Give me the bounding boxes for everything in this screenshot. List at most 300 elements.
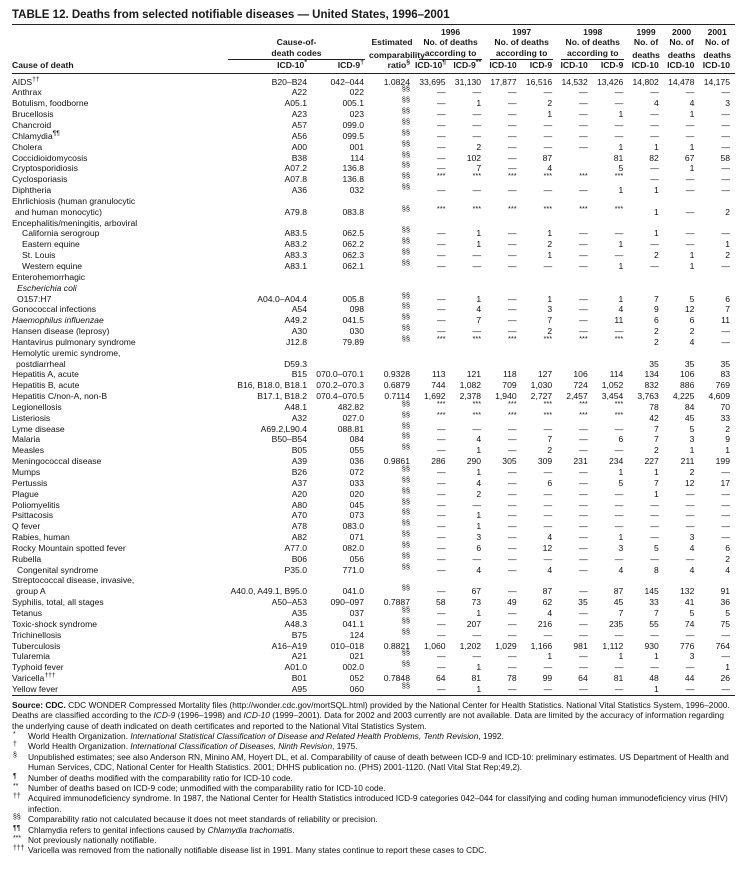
deaths-1997-icd10-cell <box>486 283 522 294</box>
deaths-1999-cell <box>628 283 664 294</box>
deaths-1999-cell: — <box>650 510 659 521</box>
deaths-1996-icd9-cell: 7 <box>476 315 482 326</box>
deaths-1998-icd10-cell: — <box>579 477 588 488</box>
deaths-1998-icd9-cell: 1 <box>618 141 624 152</box>
deaths-1997-icd10-cell <box>486 348 522 359</box>
icd9-1998-column-header: ICD-9 <box>593 60 629 73</box>
deaths-1999-cell: 2 <box>654 250 659 261</box>
deaths-1997-icd10-cell: — <box>508 521 517 532</box>
deaths-2001-cell: 6 <box>725 542 730 553</box>
icd9-code-cell: 114 <box>350 152 364 163</box>
cause-of-death-cell: Coccidioidomycosis <box>12 152 88 163</box>
deaths-1997-icd10-cell: 709 <box>502 380 517 391</box>
deaths-1997-icd9-cell: — <box>543 120 553 130</box>
table-row <box>12 261 735 272</box>
cause-of-death-cell: Chancroid <box>12 120 52 130</box>
icd10-code-cell: A83.3 <box>284 250 307 261</box>
table-row <box>12 673 735 684</box>
icd9-code-cell: 482.82 <box>337 401 364 412</box>
cause-of-death-cell: Plague <box>12 488 39 499</box>
cause-of-death-cell: Poliomyelitis <box>12 499 60 510</box>
deaths-1997-icd10-cell <box>486 575 522 586</box>
table-row <box>12 510 735 521</box>
deaths-2000-cell: 132 <box>680 586 695 597</box>
icd10-code-cell: A07.8 <box>284 174 307 185</box>
deaths-1996-icd9-cell: 67 <box>471 586 482 597</box>
deaths-2001-cell: — <box>721 336 730 347</box>
comparability-ratio-cell: §§ <box>401 518 410 528</box>
footnote-ref: ††† <box>44 672 56 680</box>
comparability-ratio-cell: §§ <box>401 258 410 268</box>
comparability-ratio-cell: §§ <box>401 127 410 137</box>
cause-of-death-cell: Enterohemorrhagic <box>12 271 86 282</box>
icd9-code-cell: 071 <box>349 532 364 543</box>
deaths-2001-cell: 33 <box>720 412 730 423</box>
cause-of-death-cell: Cholera <box>12 141 43 152</box>
icd9-code-cell: 090–097 <box>330 597 364 608</box>
deaths-1996-icd10-cell: — <box>436 683 446 694</box>
footnote-text: (1999–2001). Data for 2002 and 2003 currently are not available. Data are limited by the accuracy of information regarding the underlying cause of death indicated on death certificates and reported to the National Vital Statistics System. <box>12 710 724 731</box>
comparability-ratio-cell: 0.7114 <box>384 391 410 402</box>
deaths-1996-icd9-cell: 1,082 <box>459 380 482 391</box>
deaths-1996-icd10-cell: 744 <box>431 380 446 391</box>
deaths-2001-cell: 6 <box>725 293 730 304</box>
deaths-1996-icd10-cell: — <box>436 250 446 261</box>
footnote <box>12 783 735 793</box>
deaths-1997-icd10-cell: — <box>508 239 517 250</box>
deaths-2001-cell: 7 <box>725 304 730 315</box>
deaths-2001-cell: — <box>721 109 730 120</box>
deaths-1997-icd9-cell: — <box>543 260 553 271</box>
deaths-1999-cell: — <box>650 553 659 564</box>
deaths-1998-icd9-cell: *** <box>614 171 624 181</box>
deaths-1997-icd9-cell: 1 <box>547 228 553 239</box>
footnote-text: Unpublished estimates; see also Anderson RN, Minino AM, Hoyert DL, et al. Comparability of cause of death between ICD-9 and ICD-10: preliminary estimates. US Department of Health and Human Services, CDC, National Center for Health Statistics. 2001; DHHS publication no. (PHS) 2001-1120. (Natl Vital Stat Rep;49,2). <box>28 751 729 773</box>
icd9-code-cell: 010–018 <box>330 640 364 651</box>
table-row <box>12 294 735 305</box>
deaths-1999-cell: 1 <box>654 467 659 477</box>
footnote-marker: † <box>13 741 17 749</box>
notifiable-diseases-table <box>12 25 735 696</box>
cause-of-death-cell: Syphilis, total, all stages <box>12 597 104 608</box>
cause-of-death-cell: Gonococcal infections <box>12 304 97 315</box>
deaths-group-1997-line2: according to <box>486 48 557 60</box>
deaths-2000-cell: 5 <box>689 607 695 618</box>
comparability-ratio-cell: §§ <box>401 681 410 691</box>
deaths-1999-cell: 7 <box>654 423 659 434</box>
deaths-1996-icd10-cell: 1,692 <box>424 391 446 402</box>
deaths-1998-icd9-cell: — <box>614 228 624 239</box>
deaths-1997-icd9-cell: 1,030 <box>530 380 553 391</box>
deaths-1998-icd10-cell: — <box>579 586 588 597</box>
footnote-text: World Health Organization. <box>28 730 131 741</box>
table-row <box>12 467 735 478</box>
table-row <box>12 500 735 511</box>
deaths-1997-icd9-cell: 12 <box>542 542 553 553</box>
comparability-ratio-cell: 0.6879 <box>383 380 410 391</box>
deaths-1999-cell: 3,763 <box>637 391 659 402</box>
deaths-1999-line2: deaths <box>632 49 660 60</box>
deaths-1996-icd9-cell: 1 <box>476 683 482 694</box>
icd9-code-cell: 030 <box>349 326 364 337</box>
deaths-1998-icd9-cell: 87 <box>613 586 624 597</box>
deaths-1997-icd10-cell: — <box>508 532 517 543</box>
deaths-1998-icd10-cell <box>557 359 593 370</box>
cause-of-death-cell: Encephalitis/meningitis, arboviral <box>12 217 138 228</box>
deaths-1998-icd10-cell: *** <box>579 399 588 409</box>
table-row <box>12 380 735 391</box>
icd9-code-cell: 002.0 <box>342 662 364 673</box>
footnote-text: Varicella was removed from the nationally notifiable disease list in 1991. Many states continue to report these cases to CDC. <box>28 845 487 856</box>
icd10-code-cell: D59.3 <box>284 358 307 369</box>
deaths-1996-icd10-cell: — <box>436 618 446 629</box>
deaths-1997-icd10-cell: — <box>508 683 517 694</box>
deaths-2000-cell: 41 <box>684 597 695 608</box>
cause-of-death-cell: Botulism, foodborne <box>12 98 89 109</box>
deaths-2000-cell: — <box>685 239 695 250</box>
icd10-code-cell: A36 <box>291 185 307 196</box>
deaths-2000-cell: 6 <box>689 315 695 326</box>
deaths-1997-icd10-cell: — <box>508 553 517 564</box>
deaths-1997-icd10-cell: — <box>508 586 517 597</box>
footnote-text: ICD-10 <box>243 710 270 721</box>
deaths-1996-icd10-cell: — <box>436 152 446 163</box>
deaths-1996-icd9-cell: 4 <box>476 564 482 575</box>
deaths-2000-line1: No. of <box>669 37 694 48</box>
deaths-1998-icd10-cell: *** <box>579 334 588 344</box>
deaths-1996-icd9-cell: 4 <box>476 434 482 445</box>
deaths-2001-cell: — <box>721 510 730 521</box>
deaths-2001-cell: — <box>721 260 730 271</box>
deaths-2001-cell: 26 <box>720 673 730 684</box>
deaths-1996-icd10-cell: *** <box>436 334 446 344</box>
deaths-1997-icd9-cell: — <box>543 130 553 141</box>
deaths-1997-icd10-cell: 1,029 <box>495 640 517 651</box>
deaths-1996-icd10-cell: — <box>436 98 446 109</box>
deaths-1998-icd10-cell: — <box>579 510 588 521</box>
deaths-1998-icd10-cell: — <box>579 662 588 673</box>
deaths-1997-icd9-cell: — <box>543 683 553 694</box>
deaths-1999-cell: — <box>650 662 659 673</box>
icd10-code-cell: B50–B54 <box>271 434 307 445</box>
deaths-1999-cell: 14,802 <box>632 76 659 87</box>
cause-of-death-cell: Hepatitis A, acute <box>12 369 79 380</box>
deaths-1999-cell: 1 <box>654 228 659 239</box>
deaths-1997-icd10-cell: *** <box>508 203 517 213</box>
deaths-1998-icd9-cell: *** <box>614 409 624 419</box>
deaths-2000-cell: 12 <box>684 477 695 488</box>
table-header <box>12 25 735 73</box>
deaths-2000-cell: 2 <box>689 467 695 477</box>
deaths-1997-icd9-cell: 216 <box>537 618 553 629</box>
deaths-1997-icd10-cell: 17,877 <box>490 76 517 87</box>
table-row <box>12 304 735 315</box>
table-row <box>12 109 735 120</box>
deaths-1999-cell: 832 <box>644 380 659 391</box>
icd10-code-cell <box>224 575 312 586</box>
deaths-1999-cell: — <box>650 120 659 130</box>
comparability-ratio-cell: §§ <box>401 117 410 127</box>
deaths-2001-cell: 2 <box>725 553 730 564</box>
icd9-code-cell: 027.0 <box>342 412 364 423</box>
deaths-1997-icd9-cell: — <box>543 499 553 510</box>
header-blank <box>12 25 415 37</box>
deaths-2000-cell: 776 <box>680 640 695 651</box>
deaths-2001-cell: 35 <box>720 358 730 369</box>
table-row <box>12 489 735 500</box>
deaths-1999-cell: 227 <box>644 456 659 467</box>
deaths-1996-icd10-cell: — <box>436 304 446 315</box>
deaths-1996-icd10-cell: — <box>436 586 446 597</box>
deaths-1997-icd10-cell: — <box>508 607 517 618</box>
table-row <box>12 315 735 326</box>
cause-of-death-cell: Hepatitis C/non-A, non-B <box>12 391 108 402</box>
deaths-1998-icd10-cell: — <box>579 618 588 629</box>
deaths-group-1998-line1: No. of deaths <box>565 37 620 48</box>
deaths-1998-icd10-cell <box>557 575 593 586</box>
deaths-2001-cell: 83 <box>720 369 730 380</box>
deaths-2000-cell: — <box>685 553 695 564</box>
deaths-2000-cell <box>664 575 700 586</box>
deaths-1997-icd10-cell: — <box>508 510 517 521</box>
header-group-row-2 <box>12 48 735 60</box>
cause-of-death-cell: Yellow fever <box>12 683 59 694</box>
deaths-1996-icd10-cell: *** <box>436 409 446 419</box>
icd10-code-cell: A50–A53 <box>271 597 307 608</box>
cause-of-death-cell: Trichinellosis <box>12 629 62 640</box>
deaths-1998-icd9-cell: 235 <box>608 618 624 629</box>
table-row <box>12 131 735 142</box>
deaths-2001-cell: — <box>721 683 730 694</box>
icd10-1997-column-header: ICD-10 <box>486 60 522 73</box>
deaths-1997-icd10-cell: — <box>508 163 517 174</box>
deaths-1996-icd9-cell <box>451 359 487 370</box>
deaths-1997-icd10-cell: — <box>508 87 517 98</box>
deaths-1996-icd10-cell: — <box>436 445 446 456</box>
deaths-1998-icd9-cell: *** <box>614 203 624 213</box>
deaths-2001-cell: — <box>721 120 730 130</box>
table-row <box>12 326 735 337</box>
footnote <box>12 825 735 835</box>
deaths-1996-icd9-cell: 2 <box>476 141 482 152</box>
deaths-1997-icd10-cell: — <box>508 228 517 239</box>
deaths-1996-icd10-cell: *** <box>436 203 446 213</box>
icd10-code-cell: B26 <box>291 467 307 477</box>
deaths-1998-icd9-cell: 81 <box>613 152 624 163</box>
deaths-2000-cell: — <box>685 510 695 521</box>
cause-of-death-cell: Mumps <box>12 467 41 477</box>
deaths-1997-icd10-cell: 305 <box>502 456 517 467</box>
deaths-2001-cell: 2 <box>725 250 730 261</box>
icd10-code-cell: A83.2 <box>284 239 307 250</box>
footnote-ref: † <box>360 59 364 67</box>
deaths-1996-icd9-cell: — <box>472 553 482 564</box>
cause-of-death-cell: Rabies, human <box>12 532 70 543</box>
comparability-ratio-cell <box>369 359 415 370</box>
deaths-1997-icd9-cell: 1 <box>547 250 553 261</box>
deaths-1996-icd10-cell: — <box>436 87 446 98</box>
deaths-2001-cell <box>699 272 735 283</box>
deaths-1997-icd9-cell: 62 <box>542 597 553 608</box>
deaths-1996-icd9-cell: 1 <box>476 467 482 477</box>
deaths-1996-icd9-cell: — <box>472 651 482 662</box>
deaths-1997-icd9-cell: 4 <box>547 607 553 618</box>
icd9-code-cell: 082.0 <box>342 542 364 553</box>
comparability-ratio-cell: §§ <box>401 236 410 246</box>
deaths-1997-icd9-cell: 16,516 <box>525 76 553 87</box>
cause-of-death-cell: Escherichia coli <box>17 282 77 293</box>
deaths-2001-cell: — <box>721 467 730 477</box>
icd9-code-cell <box>312 283 369 294</box>
deaths-1997-icd9-cell: 2 <box>547 98 553 109</box>
deaths-2001-cell: 91 <box>720 586 730 597</box>
deaths-1996-icd10-cell: — <box>436 607 446 618</box>
deaths-1998-icd9-cell: — <box>614 683 624 694</box>
footnote-text: Chlamydia trachomatis <box>207 824 293 835</box>
deaths-2001-cell <box>699 575 735 586</box>
deaths-1997-icd9-cell: *** <box>543 409 553 419</box>
footnote-text: . <box>292 824 295 835</box>
deaths-2001-cell: — <box>721 488 730 499</box>
deaths-2000-cell: 1 <box>689 109 695 120</box>
deaths-1996-icd10-cell: — <box>436 434 446 445</box>
deaths-1996-icd9-cell: 7 <box>476 163 482 174</box>
deaths-group-1996-line2: according to <box>415 48 486 60</box>
deaths-2001-cell: 199 <box>715 456 730 467</box>
deaths-1998-icd9-cell: — <box>614 629 624 640</box>
deaths-1998-icd9-cell: — <box>614 488 624 499</box>
deaths-1996-icd9-cell: 121 <box>466 369 482 380</box>
icd10-code-cell <box>224 283 312 294</box>
comparability-ratio-cell: §§ <box>401 106 410 116</box>
deaths-1998-icd9-cell <box>593 283 629 294</box>
deaths-2001-cell <box>699 348 735 359</box>
icd10-1996-column-header: ICD-10¶ <box>415 60 451 73</box>
cause-of-death-cell: Toxic-shock syndrome <box>12 618 98 629</box>
deaths-1996-icd10-cell <box>415 348 451 359</box>
icd10-code-cell: A83.5 <box>284 228 307 239</box>
footnote-text: International Classification of Diseases, Ninth Revision <box>130 741 333 752</box>
deaths-1999-cell: — <box>650 629 659 640</box>
deaths-1996-icd10-cell: — <box>436 532 446 543</box>
cause-of-death-cell: Diphtheria <box>12 185 52 196</box>
table-row <box>12 391 735 402</box>
comparability-ratio-cell: §§ <box>401 203 410 213</box>
icd10-code-cell: A05.1 <box>284 98 307 109</box>
cause-of-death-cell: O157:H7 <box>17 293 52 304</box>
deaths-1999-cell: 78 <box>649 401 659 412</box>
deaths-1998-icd9-cell: 1 <box>618 239 624 250</box>
deaths-1997-icd10-cell: 118 <box>502 369 517 380</box>
deaths-1998-icd10-cell: 64 <box>578 673 588 684</box>
deaths-2001-cell: — <box>721 532 730 543</box>
icd9-code-cell: 136.8 <box>342 163 364 174</box>
icd10-code-cell: A48.3 <box>284 618 307 629</box>
deaths-1996-icd10-cell: — <box>436 488 446 499</box>
deaths-1997-icd10-cell: — <box>508 315 517 326</box>
cause-of-death-cell: Cryptosporidiosis <box>12 163 78 174</box>
icd10-code-cell <box>224 348 312 359</box>
year-2000-header: 2000 <box>672 27 692 37</box>
deaths-2000-cell: 67 <box>684 152 695 163</box>
cause-of-death-cell: California serogroup <box>22 228 100 239</box>
icd10-code-cell: J12.8 <box>285 336 307 347</box>
comparability-ratio-cell: 0.9328 <box>383 369 410 380</box>
deaths-1997-icd9-cell: — <box>543 185 553 196</box>
deaths-1998-icd9-cell: 7 <box>618 607 624 618</box>
table-row <box>12 283 735 294</box>
comparability-ratio-cell: §§ <box>401 399 410 409</box>
deaths-1996-icd9-cell: 290 <box>466 456 482 467</box>
deaths-1996-icd10-cell: — <box>436 564 446 575</box>
comparability-ratio-cell: §§ <box>401 84 410 94</box>
deaths-2001-line2: deaths <box>703 49 732 60</box>
deaths-1999-cell: — <box>650 87 659 98</box>
icd9-code-cell: 005.8 <box>342 293 364 304</box>
year-1997-header: 1997 <box>512 27 532 37</box>
cause-of-death-cell: Western equine <box>22 260 83 271</box>
table-row <box>12 228 735 239</box>
deaths-1998-icd9-cell: 114 <box>609 369 624 380</box>
icd10-code-cell: A23 <box>291 109 307 120</box>
header-group-row-1 <box>12 37 735 47</box>
icd9-code-cell: 005.1 <box>342 98 364 109</box>
deaths-1998-icd9-cell: — <box>614 87 624 98</box>
cause-of-death-cell: Hepatitis B, acute <box>12 380 80 391</box>
cause-of-death-cell: Congenital syndrome <box>17 564 99 575</box>
deaths-1997-icd9-cell: — <box>543 510 553 521</box>
deaths-1998-icd10-cell <box>557 218 593 229</box>
footnote-text: Not previously nationally notifiable. <box>28 835 157 845</box>
header-blank <box>12 37 224 47</box>
icd9-code-cell: 062.2 <box>342 239 364 250</box>
deaths-2001-cell: 764 <box>715 640 730 651</box>
deaths-1997-icd9-cell: — <box>543 141 553 152</box>
table-row <box>12 218 735 229</box>
footnote-ref: § <box>406 59 410 67</box>
deaths-1996-icd9-cell: 207 <box>466 618 482 629</box>
deaths-1996-icd10-cell <box>415 359 451 370</box>
deaths-1997-icd10-cell: — <box>508 120 517 130</box>
icd10-code-cell: A77.0 <box>284 542 307 553</box>
cause-of-death-cell: Haemophilus influenzae <box>12 315 104 326</box>
deaths-1998-icd10-cell: — <box>579 293 588 304</box>
deaths-1997-icd9-cell: — <box>543 87 553 98</box>
deaths-1996-icd9-cell: 1 <box>476 293 482 304</box>
footnote-text: Acquired immunodeficiency syndrome. In 1987, the National Center for Health Statistics introduced ICD-9 categories 042–044 for classifying and coding human immunodeficiency virus (HIV) infection. <box>28 793 728 814</box>
deaths-1997-icd10-cell: *** <box>508 334 517 344</box>
comparability-ratio-cell: §§ <box>401 290 410 300</box>
table-row <box>12 163 735 174</box>
deaths-1997-icd10-cell: — <box>508 564 517 575</box>
deaths-1997-icd10-cell: 1,940 <box>495 391 517 402</box>
deaths-1997-icd10-cell: *** <box>508 399 517 409</box>
icd10-code-cell: B20–B24 <box>271 76 307 87</box>
deaths-2000-cell: — <box>685 174 695 185</box>
deaths-1997-icd9-cell: 87 <box>542 586 553 597</box>
footnote <box>12 731 735 741</box>
table-row <box>12 250 735 261</box>
deaths-2001-cell: 36 <box>720 597 730 608</box>
deaths-2000-cell: 106 <box>680 369 695 380</box>
source-note <box>12 700 735 731</box>
icd10-code-cell: A16–A19 <box>271 640 307 651</box>
deaths-1998-icd10-cell: 2,457 <box>566 391 588 402</box>
comparability-ratio-cell: §§ <box>401 182 410 192</box>
deaths-1998-icd9-cell: 4 <box>618 564 624 575</box>
deaths-1997-icd9-cell <box>522 348 558 359</box>
deaths-2001-cell <box>699 218 735 229</box>
